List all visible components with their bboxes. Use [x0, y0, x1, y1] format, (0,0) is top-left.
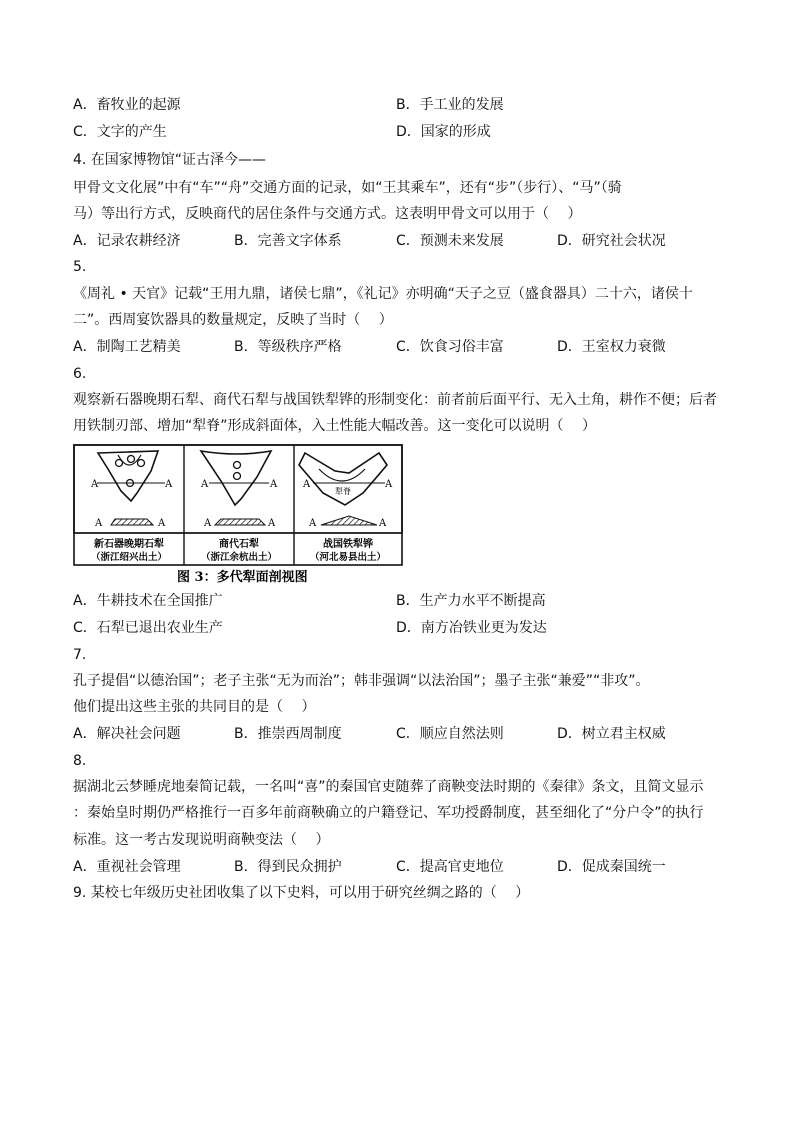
q9-stem: 9. 某校七年级历史社团收集了以下史料，可以用于研究丝绸之路的（ ）: [73, 885, 530, 901]
q5-number: 5.: [73, 259, 87, 275]
q4-option-a: A．记录农耕经济: [73, 233, 181, 249]
axis-label-left: A: [91, 479, 99, 490]
q3-option-c: C．文字的产生: [73, 124, 167, 140]
axis-label-left: A: [201, 479, 209, 490]
section-label-left: A: [309, 518, 317, 529]
q6-option-b: B．生产力水平不断提高: [396, 593, 546, 609]
q5-stem-line2: 二”。西周宴饮器具的数量规定，反映了当时（ ）: [73, 312, 393, 328]
cell-origin-neolithic: （浙江绍兴出土）: [90, 552, 168, 563]
shang-section: [215, 519, 265, 525]
q8-stem-line2: ：秦始皇时期仍严格推行一百多年前商鞅确立的户籍登记、军功授爵制度，甚至细化了“分户令”的执行: [73, 805, 704, 821]
axis-label-right: A: [270, 479, 278, 490]
q8-option-a: A．重视社会管理: [73, 859, 181, 875]
q6-option-c: C．石犁已退出农业生产: [73, 620, 223, 636]
axis-label-right: A: [165, 479, 173, 490]
q7-option-c: C．顺应自然法则: [396, 726, 504, 742]
plough-cross-section-figure: [73, 443, 405, 585]
section-label-right: A: [268, 518, 276, 529]
ridge-label: 犁脊: [335, 487, 351, 496]
iron-ploughshare-drawing: [299, 453, 393, 529]
section-label-left: A: [95, 518, 103, 529]
section-label-right: A: [158, 518, 166, 529]
q4-number-line: 4. 在国家博物馆“证古泽今——: [73, 152, 267, 168]
q4-stem-line2: 马）等出行方式，反映商代的居住条件与交通方式。这表明甲骨文可以用于（ ）: [73, 206, 582, 222]
q8-option-d: D．促成秦国统一: [557, 859, 666, 875]
q4-option-c: C．预测未来发展: [396, 233, 504, 249]
q7-number: 7.: [73, 647, 87, 663]
q5-option-b: B．等级秩序严格: [234, 339, 342, 355]
q6-option-a: A．牛耕技术在全国推广: [73, 593, 223, 609]
figure-caption: 图 3：多代犁面剖视图: [177, 570, 308, 585]
q7-option-b: B．推崇西周制度: [234, 726, 342, 742]
q7-stem-line1: 孔子提倡“以德治国”；老子主张“无为而治”；韩非强调“以法治国”；墨子主张“兼爱”“非攻”。: [73, 673, 650, 689]
q7-option-a: A．解决社会问题: [73, 726, 181, 742]
q6-stem-line1: 观察新石器晚期石犁、商代石犁与战国铁犁铧的形制变化：前者前后面平行、无入土角，耕作不便；后者: [73, 392, 717, 408]
q7-stem-line2: 他们提出这些主张的共同目的是（ ）: [73, 699, 316, 715]
q8-option-b: B．得到民众拥护: [234, 859, 342, 875]
shang-plough-drawing: [200, 451, 278, 529]
section-label-left: A: [204, 518, 212, 529]
q3-option-a: A．畜牧业的起源: [73, 97, 181, 113]
q3-option-b: B．手工业的发展: [396, 97, 504, 113]
q5-option-a: A．制陶工艺精美: [73, 339, 181, 355]
q6-option-d: D．南方冶铁业更为发达: [396, 620, 547, 636]
q3-option-d: D．国家的形成: [396, 124, 491, 140]
q5-stem-line1: 《周礼 • 天官》记载“王用九鼎，诸侯七鼎”，《礼记》亦明确“天子之豆（盛食器具）二十六，诸侯十: [73, 286, 693, 302]
cell-label-neolithic: 新石器晚期石犁: [94, 539, 164, 550]
q5-option-d: D．王室权力衰微: [557, 339, 666, 355]
neolithic-section: [111, 519, 153, 525]
neolithic-plough-drawing: [90, 451, 173, 529]
axis-label-left: A: [303, 479, 311, 490]
q4-option-b: B．完善文字体系: [234, 233, 342, 249]
q8-stem-line3: 标准。这一考古发现说明商鞅变法（ ）: [73, 832, 330, 848]
q8-stem-line1: 据湖北云梦睡虎地秦简记载，一名叫“喜”的秦国官吏随葬了商鞅变法时期的《秦律》条文，且简文显示: [73, 779, 704, 795]
q8-number: 8.: [73, 753, 87, 769]
axis-label-right: A: [385, 479, 393, 490]
q4-option-d: D．研究社会状况: [557, 233, 666, 249]
section-label-right: A: [379, 518, 387, 529]
q6-number: 6.: [73, 366, 87, 382]
q4-stem-line1: 甲骨文文化展”中有“车”“舟”交通方面的记录，如“王其乘车”，还有“步”（步行）、“马”（骑: [73, 180, 622, 196]
cell-origin-iron: （河北易县出土）: [309, 552, 387, 563]
q5-option-c: C．饮食习俗丰富: [396, 339, 504, 355]
q8-option-c: C．提高官吏地位: [396, 859, 504, 875]
cell-label-shang: 商代石犁: [219, 539, 259, 550]
q6-stem-line2: 用铁制刃部、增加“犁脊”形成斜面体，入土性能大幅改善。这一变化可以说明（ ）: [73, 418, 596, 434]
q7-option-d: D．树立君主权威: [557, 726, 666, 742]
cell-label-iron: 战国铁犁铧: [323, 539, 373, 550]
iron-section: [321, 516, 377, 525]
cell-origin-shang: （浙江余杭出土）: [200, 552, 278, 563]
